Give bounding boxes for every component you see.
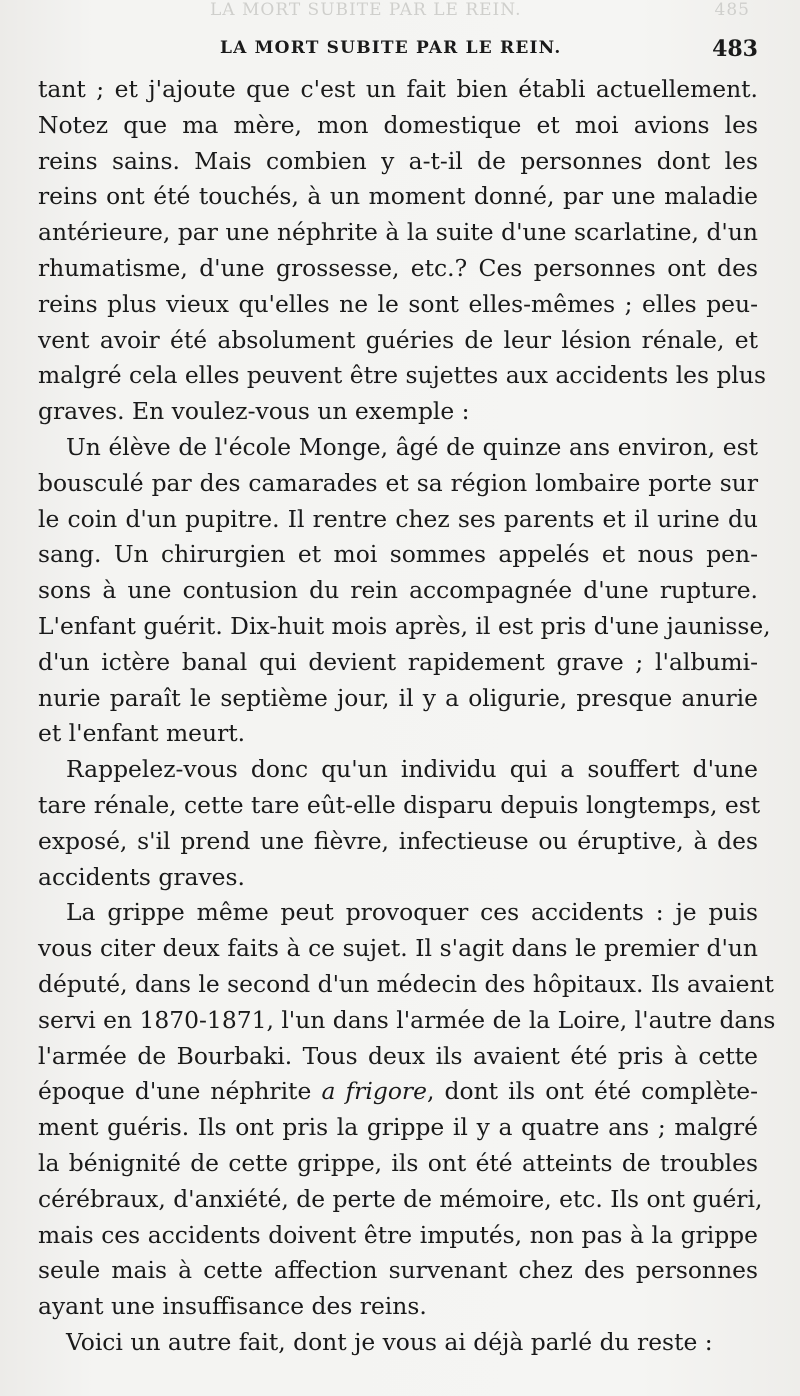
italic-term: a frigore (321, 1077, 427, 1106)
running-title: LA MORT SUBITE PAR LE REIN. (220, 38, 562, 58)
text-line: le coin d'un pupitre. Il rentre chez ses parents et il urine du (38, 504, 758, 533)
text-line: tant ; et j'ajoute que c'est un fait bien établi actuellement. (38, 75, 758, 103)
text-line: et l'enfant meurt. (38, 719, 246, 748)
text-line: bousculé par des camarades et sa région lombaire porte sur (38, 468, 758, 497)
page-number: 483 (712, 36, 758, 62)
text-line: cérébraux, d'anxiété, de perte de mémoire, etc. Ils ont guéri, (38, 1184, 763, 1213)
text-line: malgré cela elles peuvent être sujettes aux accidents les plus (38, 361, 766, 390)
bleed-through-number: 485 (714, 0, 750, 20)
text-line: vent avoir été absolument guéries de leur lésion rénale, et (38, 325, 758, 354)
text-line: graves. En voulez-vous un exemple : (38, 397, 470, 426)
text-line: sang. Un chirurgien et moi sommes appelés et nous pen- (38, 540, 758, 569)
text-line: La grippe même peut provoquer ces accidents : je puis (66, 898, 758, 927)
text-line: tare rénale, cette tare eût-elle disparu depuis longtemps, est (38, 790, 761, 819)
text-line: sons à une contusion du rein accompagnée d'une rupture. (38, 576, 758, 605)
text-line: exposé, s'il prend une fièvre, infectieuse ou éruptive, à des (38, 826, 758, 855)
text-line: seule mais à cette affection survenant chez des personnes (38, 1256, 758, 1285)
text-line-with-italic (38, 1074, 758, 1110)
text-line: nurie paraît le septième jour, il y a oligurie, presque anurie (38, 683, 758, 712)
text-line: reins ont été touchés, à un moment donné, par une maladie (38, 182, 758, 211)
text-line: la bénignité de cette grippe, ils ont été atteints de troubles (38, 1148, 758, 1177)
text-line: reins plus vieux qu'elles ne le sont elles-mêmes ; elles peu- (38, 289, 758, 318)
text-line: Rappelez-vous donc qu'un individu qui a souffert d'une (66, 755, 758, 784)
body-text (38, 72, 776, 1361)
text-line: Notez que ma mère, mon domestique et moi avions les (38, 110, 758, 139)
text-line: L'enfant guérit. Dix-huit mois après, il est pris d'une jaunisse, (38, 611, 771, 640)
text-line: rhumatisme, d'une grossesse, etc.? Ces personnes ont des (38, 253, 758, 282)
bleed-through-title: LA MORT SUBITE PAR LE REIN. (210, 0, 522, 20)
text-line: ment guéris. Ils ont pris la grippe il y a quatre ans ; malgré (38, 1113, 758, 1142)
text-line: Voici un autre fait, dont je vous ai déjà parlé du reste : (66, 1327, 713, 1356)
text-line: reins sains. Mais combien y a-t-il de personnes dont les (38, 146, 758, 175)
text-segment: , dont ils ont été complète- (426, 1077, 759, 1106)
page-header (38, 36, 758, 66)
text-line: d'un ictère banal qui devient rapidement grave ; l'albumi- (38, 647, 758, 676)
bleed-through-header (210, 0, 750, 20)
text-line: ayant une insuffisance des reins. (38, 1292, 427, 1321)
text-line: servi en 1870-1871, l'un dans l'armée de la Loire, l'autre dans (38, 1005, 776, 1034)
text-line: antérieure, par une néphrite à la suite d'une scarlatine, d'un (38, 218, 758, 247)
text-line: l'armée de Bourbaki. Tous deux ils avaient été pris à cette (38, 1041, 758, 1070)
text-line: mais ces accidents doivent être imputés, non pas à la grippe (38, 1220, 758, 1249)
text-line: Un élève de l'école Monge, âgé de quinze ans environ, est (66, 432, 758, 461)
text-line: vous citer deux faits à ce sujet. Il s'agit dans le premier d'un (38, 934, 758, 963)
text-line: accidents graves. (38, 862, 245, 891)
text-segment: époque d'une néphrite (38, 1077, 322, 1106)
text-line: député, dans le second d'un médecin des hôpitaux. Ils avaient (38, 969, 774, 998)
